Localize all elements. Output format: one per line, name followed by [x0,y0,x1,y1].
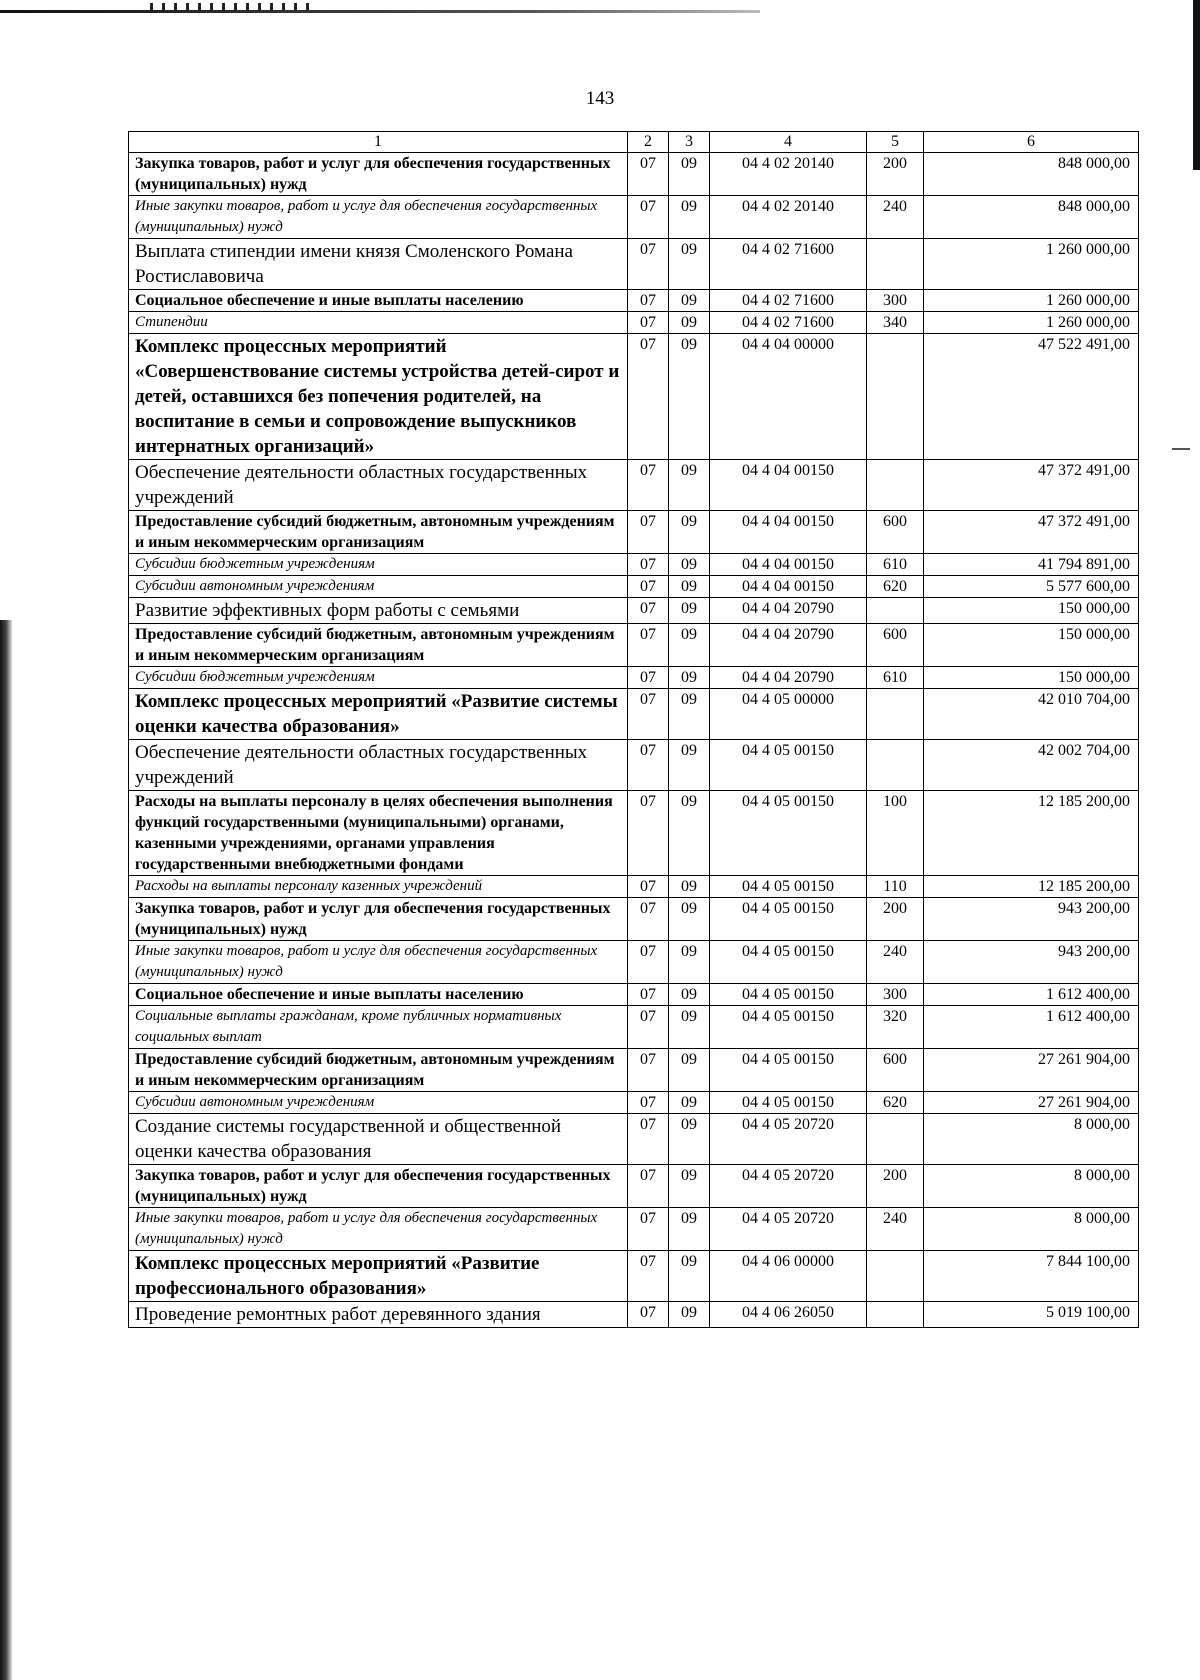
row-section: 07 [628,1251,669,1302]
row-target-code: 04 4 04 00000 [710,334,867,460]
row-section: 07 [628,740,669,791]
row-expense-type: 200 [867,153,924,196]
row-amount: 42 002 704,00 [924,740,1139,791]
row-subsection: 09 [669,290,710,312]
row-section: 07 [628,1006,669,1049]
row-expense-type: 300 [867,290,924,312]
table-row [129,1208,1139,1251]
row-name: Социальное обеспечение и иные выплаты населению [129,290,628,312]
row-target-code: 04 4 05 20720 [710,1114,867,1165]
row-name: Социальные выплаты гражданам, кроме публичных нормативных социальных выплат [129,1006,628,1049]
row-section: 07 [628,1092,669,1114]
row-section: 07 [628,1114,669,1165]
row-subsection: 09 [669,984,710,1006]
row-name: Комплекс процессных мероприятий «Развитие профессионального образования» [129,1251,628,1302]
table-row [129,791,1139,876]
row-expense-type [867,1302,924,1328]
row-target-code: 04 4 02 20140 [710,153,867,196]
row-section: 07 [628,576,669,598]
table-row [129,1114,1139,1165]
budget-table [128,131,1139,1328]
row-expense-type [867,460,924,511]
row-name: Субсидии автономным учреждениям [129,1092,628,1114]
row-amount: 27 261 904,00 [924,1049,1139,1092]
table-row [129,740,1139,791]
column-header-2: 2 [628,132,669,153]
row-subsection: 09 [669,460,710,511]
row-subsection: 09 [669,598,710,624]
row-section: 07 [628,689,669,740]
row-name: Закупка товаров, работ и услуг для обеспечения государственных (муниципальных) нужд [129,1165,628,1208]
row-section: 07 [628,239,669,290]
row-section: 07 [628,1049,669,1092]
table-row [129,1302,1139,1328]
row-section: 07 [628,1302,669,1328]
row-amount: 47 372 491,00 [924,460,1139,511]
row-amount: 8 000,00 [924,1208,1139,1251]
row-target-code: 04 4 06 26050 [710,1302,867,1328]
row-name: Расходы на выплаты персоналу в целях обеспечения выполнения функций государственными (муниципальными) органами, казенными учреждениями, органами управления государственными внебюджетными фондами [129,791,628,876]
row-subsection: 09 [669,1251,710,1302]
row-section: 07 [628,153,669,196]
row-amount: 1 612 400,00 [924,984,1139,1006]
row-subsection: 09 [669,312,710,334]
table-row [129,898,1139,941]
table-row [129,196,1139,239]
row-expense-type [867,1251,924,1302]
row-subsection: 09 [669,1114,710,1165]
row-section: 07 [628,1208,669,1251]
table-row [129,153,1139,196]
row-name: Выплата стипендии имени князя Смоленского Романа Ростиславовича [129,239,628,290]
row-section: 07 [628,312,669,334]
row-name: Иные закупки товаров, работ и услуг для обеспечения государственных (муниципальных) нужд [129,196,628,239]
row-target-code: 04 4 05 00150 [710,1006,867,1049]
row-name: Предоставление субсидий бюджетным, автономным учреждениям и иным некоммерческим организациям [129,511,628,554]
row-name: Создание системы государственной и общественной оценки качества образования [129,1114,628,1165]
row-section: 07 [628,941,669,984]
row-expense-type: 300 [867,984,924,1006]
table-row [129,312,1139,334]
row-expense-type: 240 [867,1208,924,1251]
row-amount: 5 577 600,00 [924,576,1139,598]
row-section: 07 [628,876,669,898]
row-expense-type: 620 [867,1092,924,1114]
row-name: Проведение ремонтных работ деревянного здания [129,1302,628,1328]
column-header-1: 1 [129,132,628,153]
row-name: Закупка товаров, работ и услуг для обеспечения государственных (муниципальных) нужд [129,898,628,941]
row-name: Субсидии бюджетным учреждениям [129,554,628,576]
column-header-6: 6 [924,132,1139,153]
row-subsection: 09 [669,334,710,460]
row-amount: 41 794 891,00 [924,554,1139,576]
row-expense-type: 320 [867,1006,924,1049]
row-target-code: 04 4 05 00150 [710,1092,867,1114]
row-target-code: 04 4 04 20790 [710,667,867,689]
row-section: 07 [628,624,669,667]
table-row [129,290,1139,312]
row-amount: 12 185 200,00 [924,876,1139,898]
row-expense-type: 100 [867,791,924,876]
row-section: 07 [628,598,669,624]
row-subsection: 09 [669,1092,710,1114]
row-target-code: 04 4 02 71600 [710,290,867,312]
row-amount: 1 260 000,00 [924,312,1139,334]
row-amount: 1 612 400,00 [924,1006,1139,1049]
row-amount: 1 260 000,00 [924,239,1139,290]
row-expense-type: 610 [867,667,924,689]
table-row [129,876,1139,898]
table-row [129,1251,1139,1302]
row-expense-type: 600 [867,624,924,667]
table-row [129,334,1139,460]
row-target-code: 04 4 04 00150 [710,576,867,598]
scan-artifact-left-edge [0,620,12,1680]
column-header-3: 3 [669,132,710,153]
row-section: 07 [628,290,669,312]
budget-table-body [129,132,1139,1328]
row-name: Обеспечение деятельности областных государственных учреждений [129,740,628,791]
table-row [129,239,1139,290]
row-subsection: 09 [669,689,710,740]
row-amount: 8 000,00 [924,1114,1139,1165]
row-amount: 27 261 904,00 [924,1092,1139,1114]
row-expense-type [867,334,924,460]
row-amount: 150 000,00 [924,667,1139,689]
table-row [129,1092,1139,1114]
row-target-code: 04 4 05 00150 [710,1049,867,1092]
row-target-code: 04 4 04 00150 [710,511,867,554]
row-amount: 848 000,00 [924,196,1139,239]
row-subsection: 09 [669,1208,710,1251]
row-expense-type: 620 [867,576,924,598]
row-expense-type: 240 [867,941,924,984]
row-section: 07 [628,334,669,460]
row-target-code: 04 4 05 00150 [710,791,867,876]
row-subsection: 09 [669,791,710,876]
table-row [129,667,1139,689]
row-subsection: 09 [669,898,710,941]
table-row [129,984,1139,1006]
row-expense-type [867,598,924,624]
row-subsection: 09 [669,576,710,598]
row-section: 07 [628,667,669,689]
table-row [129,624,1139,667]
row-expense-type [867,740,924,791]
row-subsection: 09 [669,239,710,290]
row-section: 07 [628,791,669,876]
row-expense-type: 610 [867,554,924,576]
table-row [129,1165,1139,1208]
row-target-code: 04 4 05 00150 [710,941,867,984]
row-amount: 150 000,00 [924,598,1139,624]
row-expense-type: 340 [867,312,924,334]
row-target-code: 04 4 05 00150 [710,898,867,941]
row-expense-type [867,1114,924,1165]
row-section: 07 [628,898,669,941]
row-target-code: 04 4 04 00150 [710,460,867,511]
row-subsection: 09 [669,554,710,576]
scan-artifact-right-mark [1172,448,1190,450]
row-amount: 150 000,00 [924,624,1139,667]
table-row [129,554,1139,576]
row-section: 07 [628,460,669,511]
row-name: Расходы на выплаты персоналу казенных учреждений [129,876,628,898]
row-amount: 12 185 200,00 [924,791,1139,876]
row-name: Социальное обеспечение и иные выплаты населению [129,984,628,1006]
row-name: Субсидии автономным учреждениям [129,576,628,598]
row-subsection: 09 [669,153,710,196]
row-expense-type: 240 [867,196,924,239]
table-header-row [129,132,1139,153]
row-name: Предоставление субсидий бюджетным, автономным учреждениям и иным некоммерческим организациям [129,1049,628,1092]
row-expense-type: 200 [867,1165,924,1208]
row-expense-type [867,239,924,290]
table-row [129,689,1139,740]
row-name: Предоставление субсидий бюджетным, автономным учреждениям и иным некоммерческим организациям [129,624,628,667]
row-amount: 943 200,00 [924,898,1139,941]
row-name: Закупка товаров, работ и услуг для обеспечения государственных (муниципальных) нужд [129,153,628,196]
row-target-code: 04 4 05 00150 [710,740,867,791]
row-target-code: 04 4 02 20140 [710,196,867,239]
row-amount: 943 200,00 [924,941,1139,984]
scan-artifact-top-line [0,10,760,13]
row-section: 07 [628,196,669,239]
row-amount: 1 260 000,00 [924,290,1139,312]
row-expense-type: 200 [867,898,924,941]
row-target-code: 04 4 05 00000 [710,689,867,740]
row-subsection: 09 [669,876,710,898]
row-subsection: 09 [669,1165,710,1208]
row-amount: 47 372 491,00 [924,511,1139,554]
row-section: 07 [628,554,669,576]
row-subsection: 09 [669,667,710,689]
row-subsection: 09 [669,740,710,791]
row-amount: 8 000,00 [924,1165,1139,1208]
row-expense-type [867,689,924,740]
row-target-code: 04 4 05 20720 [710,1208,867,1251]
scan-artifact-right-edge [1193,0,1200,170]
row-subsection: 09 [669,624,710,667]
row-target-code: 04 4 05 00150 [710,876,867,898]
row-subsection: 09 [669,1049,710,1092]
row-expense-type: 110 [867,876,924,898]
table-row [129,1049,1139,1092]
row-expense-type: 600 [867,511,924,554]
table-row [129,1006,1139,1049]
row-subsection: 09 [669,941,710,984]
row-name: Комплекс процессных мероприятий «Совершенствование системы устройства детей-сирот и детей, оставшихся без попечения родителей, на воспитание в семьи и сопровождение выпускников интернатных организаций» [129,334,628,460]
row-subsection: 09 [669,1302,710,1328]
column-header-5: 5 [867,132,924,153]
row-subsection: 09 [669,511,710,554]
row-name: Развитие эффективных форм работы с семьями [129,598,628,624]
row-target-code: 04 4 02 71600 [710,312,867,334]
row-subsection: 09 [669,196,710,239]
row-target-code: 04 4 02 71600 [710,239,867,290]
table-row [129,460,1139,511]
row-expense-type: 600 [867,1049,924,1092]
row-target-code: 04 4 05 00150 [710,984,867,1006]
row-name: Субсидии бюджетным учреждениям [129,667,628,689]
table-row [129,576,1139,598]
page-number: 143 [585,88,615,109]
column-header-4: 4 [710,132,867,153]
table-row [129,941,1139,984]
table-row [129,511,1139,554]
row-name: Обеспечение деятельности областных государственных учреждений [129,460,628,511]
row-amount: 5 019 100,00 [924,1302,1139,1328]
row-subsection: 09 [669,1006,710,1049]
row-target-code: 04 4 04 20790 [710,598,867,624]
row-amount: 848 000,00 [924,153,1139,196]
row-name: Стипендии [129,312,628,334]
row-section: 07 [628,984,669,1006]
row-target-code: 04 4 04 00150 [710,554,867,576]
row-amount: 42 010 704,00 [924,689,1139,740]
row-target-code: 04 4 06 00000 [710,1251,867,1302]
scan-artifact-top-ticks [150,3,310,10]
row-target-code: 04 4 05 20720 [710,1165,867,1208]
row-name: Комплекс процессных мероприятий «Развитие системы оценки качества образования» [129,689,628,740]
table-row [129,598,1139,624]
row-section: 07 [628,1165,669,1208]
row-name: Иные закупки товаров, работ и услуг для обеспечения государственных (муниципальных) нужд [129,1208,628,1251]
row-amount: 7 844 100,00 [924,1251,1139,1302]
row-name: Иные закупки товаров, работ и услуг для обеспечения государственных (муниципальных) нужд [129,941,628,984]
row-section: 07 [628,511,669,554]
row-amount: 47 522 491,00 [924,334,1139,460]
row-target-code: 04 4 04 20790 [710,624,867,667]
